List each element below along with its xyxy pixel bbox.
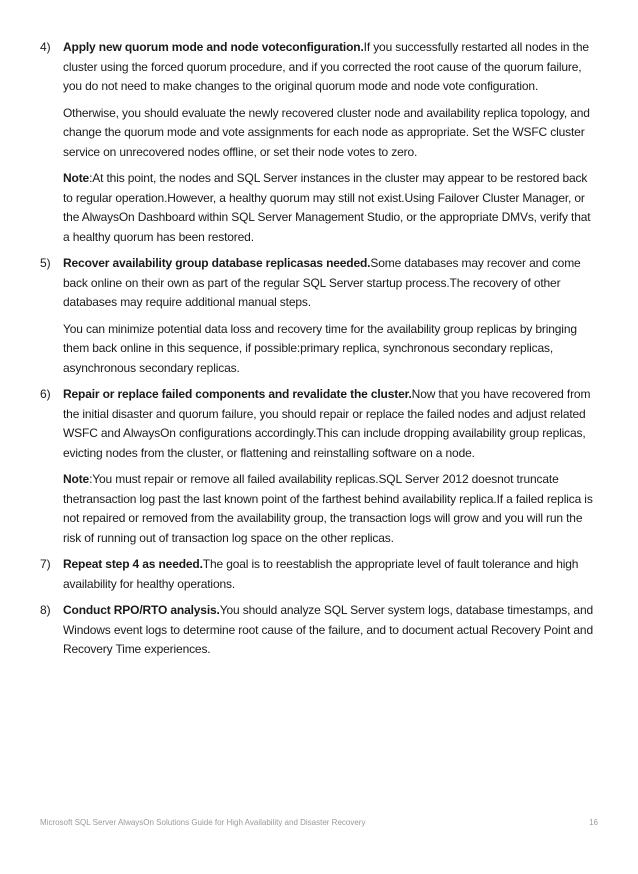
- item-lead: Repair or replace failed components and revalidate the cluster.: [63, 387, 412, 401]
- item-lead: Recover availability group database replicasas needed.: [63, 256, 371, 270]
- page-number: 16: [589, 818, 598, 827]
- note-text: :You must repair or remove all failed availability replicas.SQL Server 2012 doesnot truncate thetransaction log past the last known point of the farthest behind availability replica.If a failed replica is not repaired or removed from the availability group, the transaction logs will grow and you will run the risk of running out of transaction log space on the other replicas.: [63, 472, 593, 545]
- item-text: Otherwise, you should evaluate the newly recovered cluster node and availability replica topology, and change the quorum mode and vote assignments for each node as appropriate. Set the WSFC cluster service on unrecovered nodes offline, or set their node votes to zero.: [63, 105, 590, 159]
- item-number: 7): [40, 557, 51, 571]
- item-text: You can minimize potential data loss and recovery time for the availability group replicas by bringing them back online in this sequence, if possible:primary replica, synchronous secondary replicas, asynchronous secondary replicas.: [63, 321, 577, 375]
- item-text: Now that you have recovered from the initial disaster and quorum failure, you should repair or replace the failed nodes and adjust related WSFC and AlwaysOn configurations accordingly.This can include dropping availability group replicas, evicting nodes from the cluster, or flattening and reinstalling software on a node.: [63, 387, 591, 460]
- item-paragraph: [63, 38, 600, 97]
- item-number: 8): [40, 603, 51, 617]
- item-text: You should analyze SQL Server system logs, database timestamps, and Windows event logs to determine root cause of the failure, and to document actual Recovery Point and Recovery Time experiences.: [63, 603, 594, 656]
- item-text: The goal is to reestablish the appropriate level of fault tolerance and high availability for healthy operations.: [63, 557, 579, 591]
- item-lead: Conduct RPO/RTO analysis.: [63, 603, 220, 617]
- item-lead: Repeat step 4 as needed.: [63, 557, 203, 571]
- item-lead: Apply new quorum mode and node voteconfiguration.: [63, 40, 364, 54]
- list-item: [40, 601, 600, 660]
- list-item: [40, 385, 600, 548]
- note-label: Note: [63, 171, 90, 185]
- note-paragraph: [63, 169, 600, 247]
- note-paragraph: [63, 470, 600, 548]
- item-number: 5): [40, 256, 51, 270]
- list-item: [40, 254, 600, 378]
- item-paragraph: [63, 254, 600, 313]
- list-item: [40, 555, 600, 594]
- note-text: :At this point, the nodes and SQL Server instances in the cluster may appear to be restored back to regular operation.However, a healthy quorum may still not exist.Using Failover Cluster Manager, or the AlwaysOn Dashboard within SQL Server Management Studio, or the appropriate DMVs, verify that a healthy quorum has been restored.: [63, 171, 591, 244]
- item-text: Some databases may recover and come back online on their own as part of the regular SQL Server startup process.The recovery of other databases may require additional manual steps.: [63, 256, 581, 309]
- item-text: If you successfully restarted all nodes in the cluster using the forced quorum procedure, and if you corrected the root cause of the quorum failure, you do not need to make changes to the original quorum mode and node vote configuration.: [63, 40, 589, 93]
- item-paragraph: [63, 385, 600, 463]
- item-paragraph: [63, 601, 600, 660]
- item-paragraph: [63, 555, 600, 594]
- item-paragraph: [63, 104, 600, 163]
- item-number: 6): [40, 387, 51, 401]
- list-item: [40, 38, 600, 247]
- item-number: 4): [40, 40, 51, 54]
- item-paragraph: [63, 320, 600, 379]
- page-footer: [40, 818, 598, 827]
- document-body: [40, 38, 600, 667]
- footer-title: Microsoft SQL Server AlwaysOn Solutions Guide for High Availability and Disaster Recovery: [40, 818, 366, 827]
- note-label: Note: [63, 472, 90, 486]
